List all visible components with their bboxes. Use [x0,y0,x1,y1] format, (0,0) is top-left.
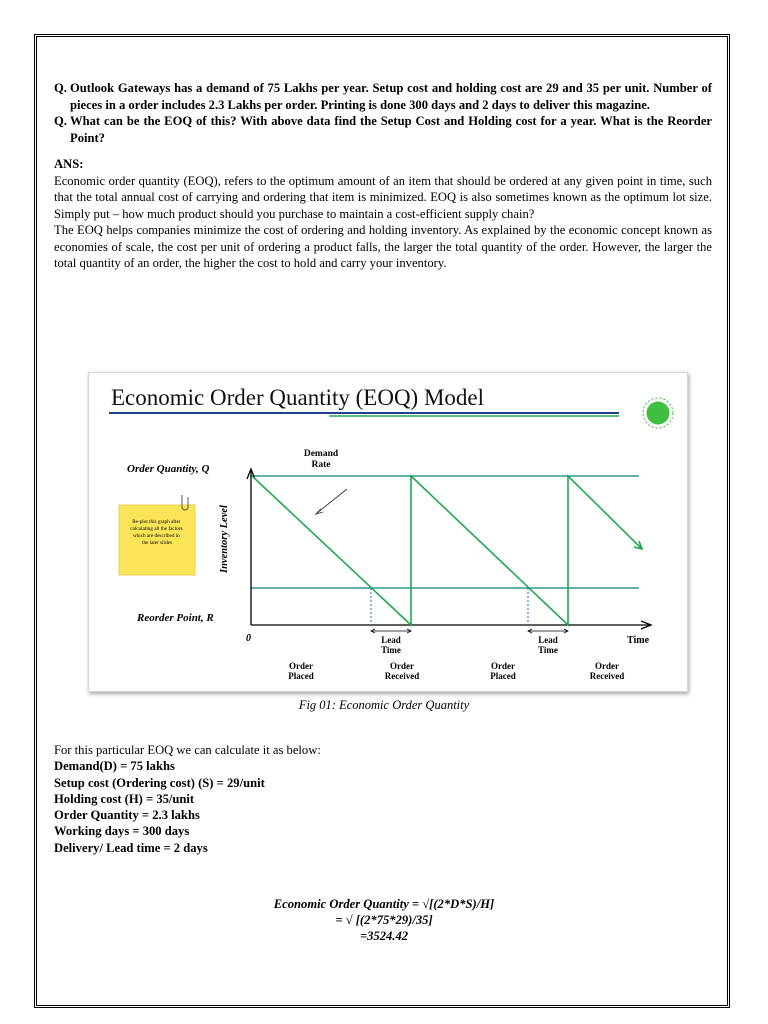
reorder-point-label: Reorder Point, R [137,612,214,624]
sticky-line: calculating all the factors [130,526,183,532]
document-body [54,80,712,272]
calc-line: Working days = 300 days [54,824,190,839]
formula-line-1: Economic Order Quantity = √[(2*D*S)/H] [273,897,495,911]
calc-intro: For this particular EOQ we can calculate it as below: [54,743,321,757]
origin-label: 0 [246,633,251,644]
time-label: Time [627,635,650,646]
answer-label: ANS: [54,157,84,171]
lead-time-bracket-1 [371,629,411,633]
order-received-label: Order [390,661,414,671]
calculation-block [54,742,321,856]
sticky-line: the later slides [142,540,172,546]
lead-label: Lead [538,635,558,645]
demand-label: Demand [303,449,339,459]
calc-line: Setup cost (Ordering cost) (S) = 29/unit [54,775,265,790]
sticky-line: which are described in [132,533,180,539]
formula-line-2: = √ [(2*75*29)/35] [335,913,433,927]
paragraph: Economic order quantity (EOQ), refers to the optimum amount of an item that should be ordered at any given point in time, such that the total annual cost of carrying and ordering that item is minimized. EOQ is also sometimes known as the optimum lot size. Simply put – how much product should you purchase to maintain a cost-efficient supply chain? [54,173,712,221]
y-axis-label: Inventory Level [219,505,230,573]
question-1 [54,80,712,113]
sticky-line: Re-plot this graph after [132,519,181,525]
time-sub-label: Time [538,645,558,655]
lead-label: Lead [381,635,401,645]
calc-line: Delivery/ Lead time = 2 days [54,840,208,855]
inventory-sawtooth-line [252,476,641,625]
eoq-diagram [89,373,687,691]
formula-result: =3524.42 [359,929,409,943]
calc-line: Holding cost (H) = 35/unit [54,791,195,806]
eoq-figure [88,372,688,692]
order-received-sub-label: Received [589,671,625,681]
rate-label: Rate [311,460,331,470]
calc-line: Demand(D) = 75 lakhs [54,759,175,774]
order-placed-sub-label: Placed [288,671,314,681]
question-prefix: Q. [54,81,67,95]
question-prefix: Q. [54,114,67,128]
lead-time-bracket-2 [528,629,568,633]
demand-rate-pointer [317,489,347,513]
question-text: What can be the EOQ of this? With above data find the Setup Cost and Holding cost for a year. What is the Reorder Point? [70,114,712,145]
figure-caption: Fig 01: Economic Order Quantity [298,698,470,712]
time-sub-label: Time [381,645,401,655]
figure-title: Economic Order Quantity (EOQ) Model [111,385,485,410]
order-placed-label: Order [491,661,515,671]
question-text: Outlook Gateways has a demand of 75 Lakhs per year. Setup cost and holding cost are 29 and 35 per unit. Number of pieces in a order includes 2.3 Lakhs per order. Printing is done 300 days and 2 days to deliver this magazine. [70,81,712,112]
calc-line: Order Quantity = 2.3 lakhs [54,808,200,823]
paragraph: The EOQ helps companies minimize the cost of ordering and holding inventory. As explained by the economic concept known as economies of scale, the cost per unit of ordering a product falls, the larger the total quantity of the order. However, the larger the total quantity of an order, the higher the cost to hold and carry your inventory. [54,223,712,270]
order-received-sub-label: Received [384,671,420,681]
green-dot [647,402,670,425]
order-placed-sub-label: Placed [490,671,516,681]
question-2 [54,113,712,146]
order-received-label: Order [595,661,619,671]
order-quantity-label: Order Quantity, Q [127,463,210,475]
order-placed-label: Order [289,661,313,671]
